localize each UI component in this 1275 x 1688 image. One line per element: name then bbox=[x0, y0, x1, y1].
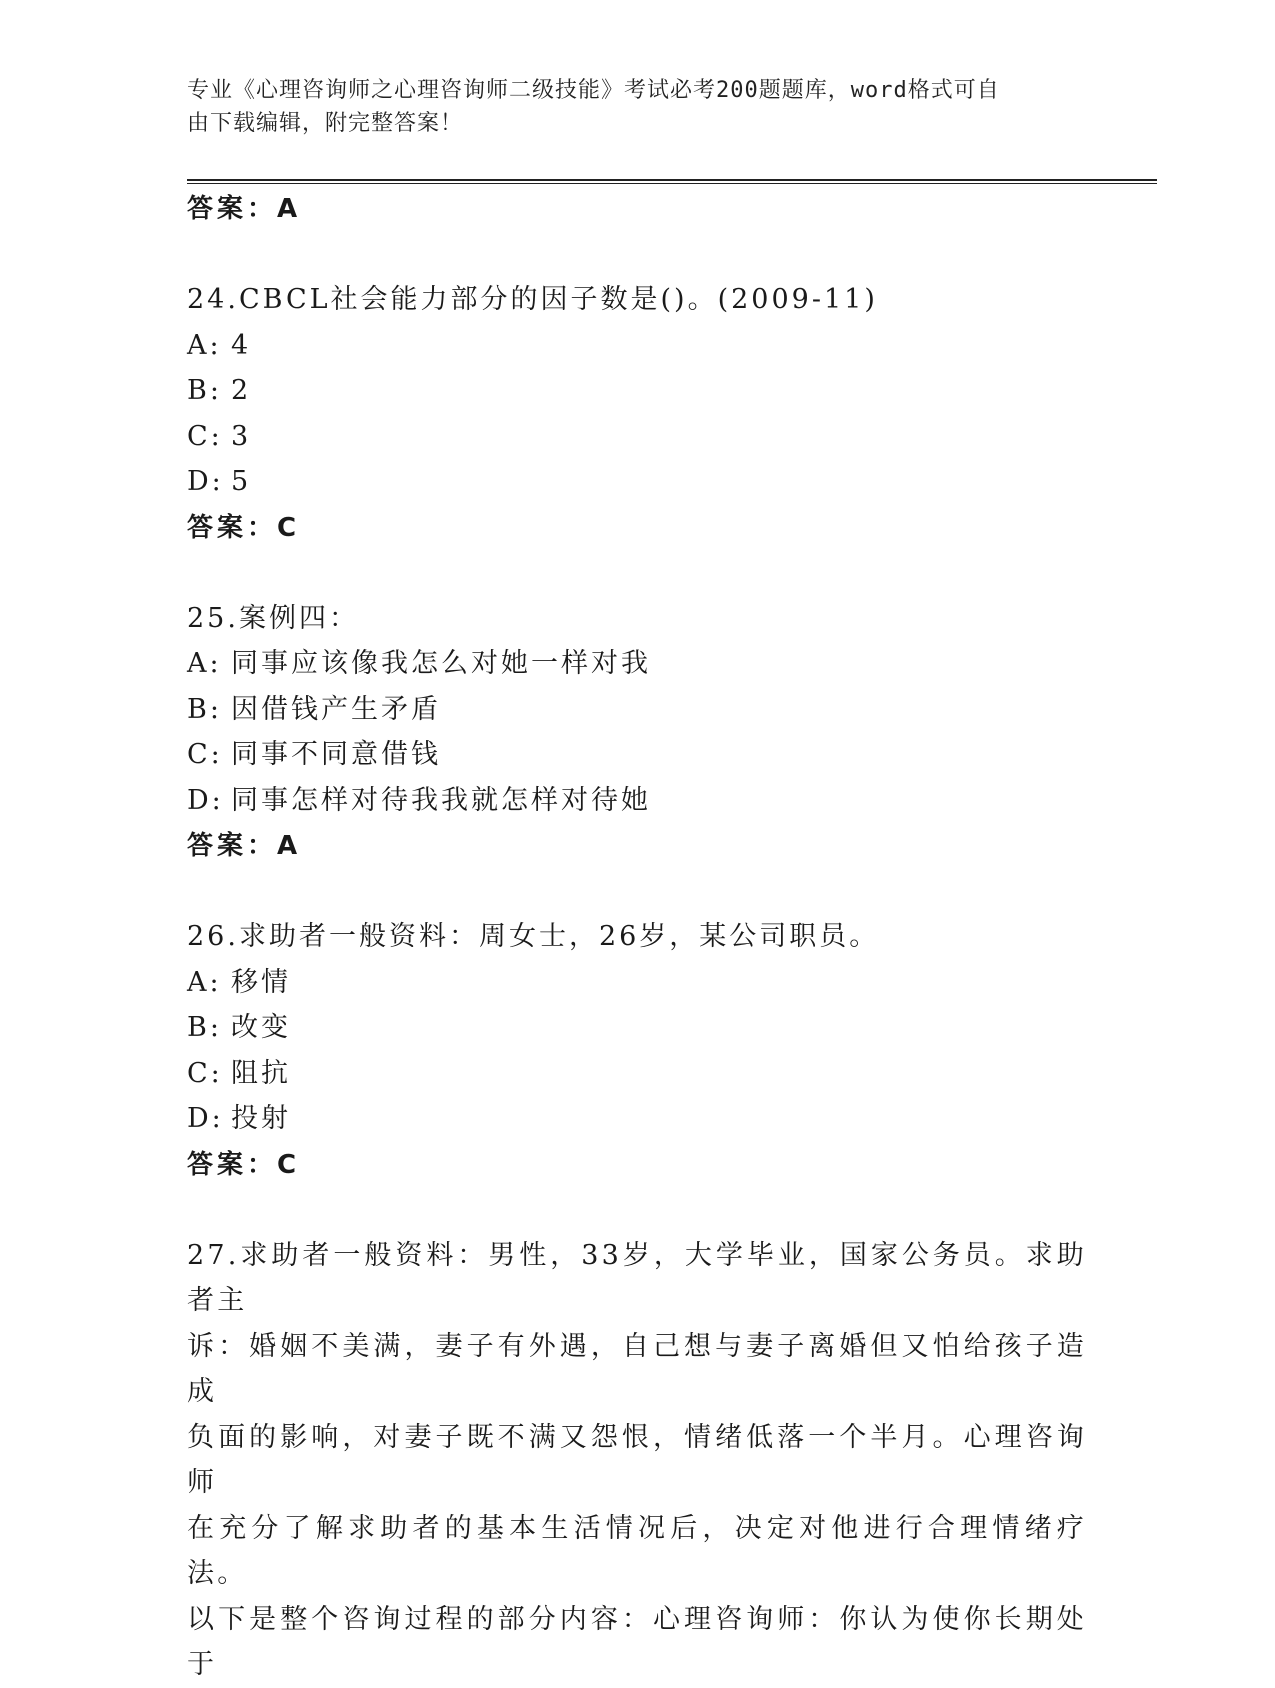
answer-value: A bbox=[277, 194, 299, 224]
option-text: 同事应该像我怎么对她一样对我 bbox=[231, 648, 651, 679]
option-letter: C: bbox=[187, 1057, 223, 1089]
spacer bbox=[187, 1188, 1087, 1233]
question-27-line: 以下是整个咨询过程的部分内容：心理咨询师：你认为使你长期处于 bbox=[187, 1603, 1087, 1680]
answer-value: C bbox=[277, 1149, 298, 1180]
header-line-2: 由下载编辑，附完整答案！ bbox=[187, 111, 464, 136]
question-27-line: 负面的影响，对妻子既不满又怨恨，情绪低落一个半月。心理咨询师 bbox=[187, 1421, 1087, 1498]
option-text: 同事不同意借钱 bbox=[231, 739, 441, 770]
option-c bbox=[187, 1051, 1087, 1097]
spacer bbox=[187, 551, 1087, 596]
answer-label: 答案： bbox=[187, 1149, 278, 1180]
spacer bbox=[187, 869, 1087, 914]
option-letter: B: bbox=[187, 375, 222, 406]
option-letter: A: bbox=[187, 329, 222, 361]
option-text: 移情 bbox=[231, 966, 291, 998]
option-letter: C: bbox=[187, 420, 223, 452]
answer-prev bbox=[187, 186, 1087, 232]
option-text: 同事怎样对待我我就怎样对待她 bbox=[231, 784, 651, 816]
answer-value: C bbox=[277, 512, 298, 543]
option-text: 改变 bbox=[231, 1012, 291, 1043]
question-26: 26.求助者一般资料：周女士，26岁，某公司职员。 bbox=[187, 921, 880, 952]
option-d bbox=[187, 778, 1087, 824]
header-rule-thin bbox=[187, 183, 1157, 184]
option-b bbox=[187, 368, 1087, 414]
option-text: 3 bbox=[231, 420, 252, 452]
option-d bbox=[187, 1096, 1087, 1142]
answer-label: 答案： bbox=[187, 194, 278, 224]
question-24: 24.CBCL社会能力部分的因子数是()。(2009-11) bbox=[187, 284, 878, 315]
option-letter: D: bbox=[187, 784, 224, 816]
option-text: 因借钱产生矛盾 bbox=[231, 693, 441, 725]
option-b bbox=[187, 1005, 1087, 1051]
option-c bbox=[187, 414, 1087, 460]
document-header bbox=[187, 74, 1067, 140]
answer-label: 答案： bbox=[187, 512, 278, 543]
option-letter: A: bbox=[187, 648, 222, 679]
option-letter: A: bbox=[187, 966, 222, 998]
header-rule-thick bbox=[187, 179, 1157, 181]
answer-value: A bbox=[277, 831, 299, 861]
option-text: 阻抗 bbox=[231, 1057, 291, 1089]
option-text: 2 bbox=[231, 375, 252, 406]
option-letter: B: bbox=[187, 693, 222, 725]
option-c bbox=[187, 732, 1087, 778]
question-27-line: 在充分了解求助者的基本生活情况后，决定对他进行合理情绪疗法。 bbox=[187, 1512, 1087, 1589]
question-25: 25.案例四： bbox=[187, 602, 359, 634]
question-list bbox=[187, 186, 1087, 1688]
option-a bbox=[187, 641, 1087, 687]
header-line-1: 专业《心理咨询师之心理咨询师二级技能》考试必考200题题库，word格式可自 bbox=[187, 78, 1000, 103]
option-text: 投射 bbox=[231, 1103, 291, 1134]
option-text: 5 bbox=[231, 466, 252, 497]
option-letter: D: bbox=[187, 466, 224, 497]
answer-26 bbox=[187, 1142, 1087, 1188]
option-letter: B: bbox=[187, 1012, 222, 1043]
question-27 bbox=[187, 1233, 1087, 1688]
option-a bbox=[187, 323, 1087, 369]
question-27-line: 诉：婚姻不美满，妻子有外遇，自己想与妻子离婚但又怕给孩子造成 bbox=[187, 1330, 1087, 1407]
answer-25 bbox=[187, 823, 1087, 869]
answer-24 bbox=[187, 505, 1087, 551]
question-27-line: 27.求助者一般资料：男性，33岁，大学毕业，国家公务员。求助者主 bbox=[187, 1239, 1087, 1316]
spacer bbox=[187, 232, 1087, 277]
answer-label: 答案： bbox=[187, 831, 278, 861]
option-d bbox=[187, 459, 1087, 505]
option-b bbox=[187, 687, 1087, 733]
option-a bbox=[187, 960, 1087, 1006]
option-letter: C: bbox=[187, 739, 223, 770]
option-letter: D: bbox=[187, 1103, 224, 1134]
option-text: 4 bbox=[231, 329, 252, 361]
